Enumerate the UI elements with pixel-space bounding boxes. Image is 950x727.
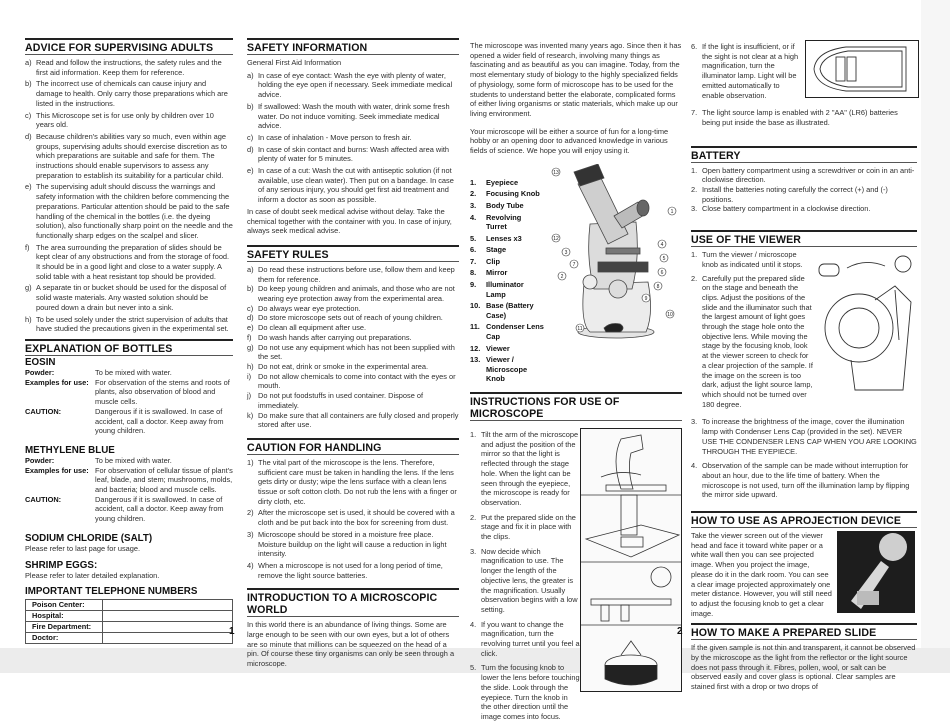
list-item [691, 417, 917, 456]
item-text: Do keep young children and animals, and those who are not wearing eye protection away from the experimental area. [258, 284, 455, 304]
item-marker: g) [247, 342, 254, 352]
list-item [691, 461, 917, 500]
section-heading: USE OF THE VIEWER [691, 230, 917, 247]
list-item [247, 372, 459, 391]
item-marker: 13. [470, 355, 481, 365]
detail-value: To be mixed with water. [95, 455, 172, 465]
detail-label: Powder: [25, 455, 55, 465]
item-marker: 6. [470, 245, 477, 255]
list-item [470, 513, 580, 542]
list-item [247, 561, 459, 580]
list-item [247, 145, 459, 164]
column-1 [25, 38, 233, 644]
list-item [691, 204, 917, 214]
item-text: Install the batteries noting carefully the correct (+) and (-) positions. [702, 185, 888, 204]
item-text: A separate tin or bucket should be used for the disposal of solid waste materials. Any wasted solution should be poured down a drain but never into a sink. [36, 283, 227, 312]
list-item [25, 132, 233, 181]
item-marker: 8. [470, 268, 477, 278]
item-text: Body Tube [486, 200, 524, 210]
detail-row [25, 378, 233, 407]
item-text: When a microscope is not used for a long period of time, remove the light source batteries. [258, 560, 443, 580]
detail-row [25, 407, 233, 436]
item-marker: 2. [470, 189, 477, 199]
instructions-list [470, 430, 580, 727]
callout-label: 2 [560, 273, 564, 280]
item-marker: a) [247, 264, 254, 274]
item-text: Do make sure that all containers are fully closed and properly stored after use. [258, 410, 459, 430]
detail-row [25, 368, 233, 378]
item-text: Do not use any equipment which has not been supplied with the set. [258, 342, 455, 362]
item-marker: b) [247, 284, 254, 294]
callout-label: 5 [662, 255, 666, 262]
intro-paragraph: The microscope was invented many years ago. Since then it has opened a wider field of research, involving many things as fascinating and as beautiful as you can imagine. Today, from the most elementary study of biology to the highly specialized fields of physiology, some form of microscope has to be used for the students to understand better the elaborate, complicated forms of either living organisms or static materials, which make up our living environment. [470, 41, 682, 118]
item-marker: 1. [470, 430, 477, 440]
detail-row [25, 456, 233, 466]
item-text: Viewer / Microscope Knob [486, 355, 528, 384]
list-item [247, 323, 459, 333]
item-text: Eyepiece [486, 177, 519, 187]
list-item [247, 265, 459, 284]
instructions-list-cont [691, 108, 917, 127]
item-marker: 3. [470, 200, 477, 210]
battery-icon [806, 41, 918, 97]
list-item [470, 620, 580, 659]
list-item [470, 663, 580, 721]
item-text: If swallowed: Wash the mouth with water, drink some fresh water. Do not induce vomiting. Seek immediate medical advice. [258, 101, 450, 131]
list-item [470, 547, 580, 615]
bottle-note: Please refer to last page for usage. [25, 543, 141, 553]
scan-right-margin [921, 0, 950, 648]
item-text: Turn the focusing knob to lower the lens before touching the slide. Look through the eyepiece. Turn the knob in the other direction until the image comes into focus. [481, 663, 580, 721]
list-item [691, 166, 917, 185]
detail-row [25, 466, 233, 495]
section-heading: ADVICE FOR SUPERVISING ADULTS [25, 38, 233, 55]
phone-field[interactable] [102, 622, 232, 633]
item-marker: 2. [691, 185, 698, 195]
item-text: In case of skin contact and burns: Wash affected area with plenty of water for 5 minutes. [258, 144, 450, 164]
parts-legend [470, 178, 544, 386]
item-marker: d) [247, 144, 254, 154]
callout-label: 6 [660, 269, 664, 276]
item-text: Viewer [486, 343, 510, 353]
list-item [247, 284, 459, 303]
item-marker: f) [25, 242, 30, 252]
table-row [26, 600, 233, 611]
item-marker: 5. [470, 663, 477, 673]
caution-list [247, 458, 459, 580]
item-text: Revolving Turret [486, 212, 522, 232]
item-marker: 3. [691, 417, 698, 427]
item-text: Base (Battery Case) [486, 301, 534, 320]
item-marker: b) [247, 101, 254, 111]
first-aid-list [247, 71, 459, 205]
item-marker: 3. [470, 546, 477, 556]
item-text: Stage [486, 245, 507, 255]
microscope-illustration [546, 164, 680, 342]
item-text: Observation of the sample can be made without interruption for about an hour, due to the life time of battery. When the microscope is not used, turn off the illumination lamp by flipping the mirror side upward. [702, 461, 910, 500]
item-text: In case of inhalation - Move person to fresh air. [258, 132, 412, 142]
page-number: 1 [229, 626, 235, 637]
viewer-list [691, 417, 917, 500]
table-row [26, 622, 233, 633]
item-text: Turn the viewer / microscope knob as indicated until it stops. [702, 250, 803, 269]
item-marker: 4) [247, 560, 254, 570]
item-text: This Microscope set is for use only by children over 10 years old. [36, 110, 214, 130]
slide-text: If the given sample is not thin and transparent, it cannot be observed by the microscope as the light from the reflector or the light source does not pass through it. Fibres, pollen, wool, or salt can be observed easily and cover glass is optional. Clear samples are stained first with a drop or two drops of [691, 643, 916, 692]
item-marker: 3) [247, 529, 254, 539]
item-text: The incorrect use of chemicals can cause injury and damage to health. Only carry those preparations which are listed in the instructions. [36, 79, 228, 108]
list-item [247, 102, 459, 131]
list-item [247, 133, 459, 143]
item-text: The vital part of the microscope is the lens. Therefore, sufficient care must be taken in handling the lens. If the lens gets dirty or dusty; wipe the lens surface with a clean lens tissue or soft cotton cloth. Do not rub the lens with a finger or dirty cloth, etc. [258, 457, 457, 506]
item-marker: e) [25, 182, 32, 192]
item-marker: j) [247, 391, 252, 401]
item-marker: d) [247, 313, 254, 323]
item-text: Do read these instructions before use, follow them and keep them for reference. [258, 264, 455, 284]
list-item [470, 344, 544, 354]
item-marker: 12. [470, 343, 481, 353]
list-item [247, 458, 459, 507]
list-item [247, 313, 459, 323]
list-item [247, 530, 459, 559]
list-item [247, 71, 459, 100]
callout-label: 1 [670, 208, 674, 215]
list-item [25, 58, 233, 77]
phone-field[interactable] [102, 633, 232, 644]
callout-label: 12 [553, 235, 559, 242]
item-marker: 9. [470, 280, 477, 290]
item-text: Do clean all equipment after use. [258, 323, 367, 333]
item-text: Tilt the arm of the microscope and adjust the position of the mirror so that the light is reflected through the stage hole. When the light can be seen through the eyepiece, the microscope is ready for observation. [481, 430, 579, 507]
item-text: Microscope should be stored in a moisture free place. Moisture buildup on the light will cause a reduction in light intensity. [258, 529, 447, 559]
list-item [691, 42, 799, 100]
column-2 [247, 38, 459, 669]
item-text: Focusing Knob [486, 189, 540, 199]
detail-label: Examples for use: [25, 465, 89, 475]
item-marker: 1) [247, 457, 254, 467]
intro-paragraph: Your microscope will be either a source of fun for a long-time hobby or an opening door to advanced knowledge in various fields of science. We hope you will enjoy using it. [470, 126, 669, 156]
item-marker: a) [25, 58, 32, 67]
list-item [25, 79, 233, 108]
table-row [26, 633, 233, 644]
item-marker: 4. [691, 461, 698, 471]
list-item [470, 201, 544, 211]
projection-photo [837, 531, 915, 613]
phone-label: Fire Department: [26, 622, 103, 633]
column-4 [691, 40, 917, 692]
item-text: Do store microscope sets out of reach of young children. [258, 313, 443, 323]
list-item [470, 268, 544, 278]
section-intro: General First Aid Information [247, 58, 342, 67]
phone-label: Doctor: [26, 633, 103, 644]
item-marker: h) [25, 314, 32, 324]
item-text: Condenser Lens Cap [486, 322, 544, 342]
bottle-name: SHRIMP EGGS: [25, 559, 98, 571]
list-item [247, 333, 459, 343]
section-heading: INTRODUCTION TO A MICROSCOPIC WORLD [247, 588, 459, 617]
microscope-diagram [470, 164, 682, 386]
list-item [25, 111, 233, 130]
detail-value: For observation of cellular tissue of plant's leaf, blade, and stem; mushrooms, molds, and bacteria; blood and muscle cells. [95, 465, 233, 495]
item-marker: k) [247, 410, 254, 420]
table-row [26, 611, 233, 622]
item-text: Do not put foodstuffs in used container. Dispose of immediately. [258, 391, 424, 410]
callout-label: 11 [577, 325, 583, 332]
item-marker: e) [247, 323, 254, 333]
list-item [470, 280, 544, 299]
methylene-details [25, 456, 233, 524]
page-number: 2 [677, 626, 683, 637]
list-item [470, 189, 544, 199]
detail-value: To be mixed with water. [95, 367, 172, 377]
column-3 [470, 41, 682, 727]
item-text: Do not eat, drink or smoke in the experimental area. [258, 361, 429, 371]
item-text: Lenses x3 [486, 233, 522, 243]
item-marker: g) [25, 283, 32, 293]
phone-label: Hospital: [26, 611, 103, 622]
list-item [691, 108, 917, 127]
item-text: If you want to change the magnification, turn the revolving turret until you feel a click. [481, 619, 580, 658]
item-marker: 10. [470, 301, 481, 311]
viewer-illustration [815, 250, 917, 400]
detail-label: CAUTION: [25, 406, 62, 416]
item-text: Now decide which magnification to use. The longer the length of the objective lens, the greater is the magnification. Usually observation begins with a low setting. [481, 546, 578, 614]
item-text: In case of a cut: Wash the cut with antiseptic solution (if not available, use clean water). Then put on a bandage. In case of any serious injury, you should get first aid treatment and inform a doctor as soon as possible. [258, 166, 454, 205]
item-marker: h) [247, 361, 254, 371]
phone-field[interactable] [102, 600, 232, 611]
item-text: Clip [486, 256, 500, 266]
item-marker: c) [247, 303, 254, 313]
phones-heading: IMPORTANT TELEPHONE NUMBERS [25, 586, 198, 598]
list-item [691, 250, 813, 269]
item-marker: 1. [470, 177, 477, 187]
detail-label: Powder: [25, 367, 55, 377]
item-text: The area surrounding the preparation of slides should be kept clear of any obstructions and from the storage of food. It should be in a good light and close to a water supply. A solid table with a heat resistant top should be provided. [36, 242, 230, 281]
item-marker: 2) [247, 508, 254, 518]
section-heading: HOW TO MAKE A PREPARED SLIDE [691, 623, 917, 640]
item-text: Because children's abilities vary so much, even within age groups, supervising adults should exercise discretion as to which preparations are suitable and safe for them. The instructions should enable supervisors to assess any preparation to establish its suitability for a particular child. [36, 131, 228, 180]
list-item [25, 243, 233, 282]
item-marker: 4. [470, 212, 477, 222]
item-text: Mirror [486, 268, 508, 278]
instruction-steps-drawing [581, 429, 681, 691]
item-text: The supervising adult should discuss the warnings and safety information with the children before commencing the preparations. Particular attention should be paid to the safe handling of the chemical in the bottles (i.e. the dyeing solution), also functionally sharp point on the needle and the functionally sharp edges on the scalpel and slicer. [36, 182, 233, 240]
item-marker: 7. [470, 256, 477, 266]
callout-label: 4 [660, 241, 664, 248]
phone-field[interactable] [102, 611, 232, 622]
list-item [470, 257, 544, 267]
projection-text: Take the viewer screen out of the viewer head and face it toward white paper or a white wall then you can see projected image. When you project the image, please do it in the dark room. You can see a clear image projected approximately one meter distance. However, you will still need to adjust the focusing knob to get a clear image. [691, 531, 832, 618]
instruction-illustrations [580, 428, 682, 692]
instructions-list-cont [691, 42, 799, 102]
safety-rules-list [247, 265, 459, 430]
bottle-name: METHYLENE BLUE [25, 444, 115, 456]
section-heading: SAFETY INFORMATION [247, 38, 459, 55]
phone-label: Poison Center: [26, 600, 103, 611]
list-item [25, 315, 233, 334]
callout-label: 3 [564, 249, 568, 256]
item-marker: 2. [691, 273, 698, 283]
list-item [247, 508, 459, 527]
bottle-name: SODIUM CHLORIDE (SALT) [25, 532, 153, 544]
list-item [470, 430, 580, 508]
section-outro: In case of doubt seek medical advise without delay. Take the chemical together with the container with you. In case of injury, always seek medical advise. [247, 206, 452, 236]
item-marker: 11. [470, 322, 480, 332]
callout-label: 8 [656, 283, 660, 290]
list-item [247, 304, 459, 314]
item-marker: 1. [691, 165, 698, 175]
item-text: After the microscope set is used, it should be covered with a cloth and be put back into the box for screening from dust. [258, 508, 455, 528]
battery-compartment-illustration [805, 40, 919, 98]
section-heading: BATTERY [691, 146, 917, 163]
callout-label: 9 [644, 295, 648, 302]
item-marker: a) [247, 70, 254, 80]
callout-label: 7 [572, 261, 576, 268]
item-text: Close battery compartment in a clockwise direction. [702, 204, 871, 214]
item-text: To increase the brightness of the image, cover the illumination lamp with Condenser Lens Cap (provided in the set). NEVER USE THE CONDENSER LENS CAP WHEN YOU ARE LOOKING THROUGH THE EYEPIECE. [702, 417, 917, 456]
item-text: The light source lamp is enabled with 2 "AA" (LR6) batteries being put inside the base as illustrated. [702, 108, 898, 127]
detail-value: For observation of the stems and roots of plants, also observation of blood and muscle cells. [95, 377, 230, 407]
list-item [470, 234, 544, 244]
detail-label: Examples for use: [25, 377, 89, 387]
detail-label: CAUTION: [25, 494, 62, 504]
bottle-note: Please refer to later detailed explanation. [25, 570, 160, 580]
list-item [247, 391, 459, 410]
item-marker: 1. [691, 250, 698, 260]
detail-value: Dangerous if it is swallowed. In case of accident, call a doctor. Keep away from young children. [95, 406, 224, 436]
item-text: To be used solely under the strict supervision of adults that have studied the precautions given in the experimental set. [36, 314, 229, 334]
list-item [470, 301, 544, 320]
eosin-details [25, 368, 233, 436]
item-marker: c) [247, 132, 254, 142]
item-marker: f) [247, 332, 252, 342]
item-marker: b) [25, 79, 32, 89]
item-text: Illuminator Lamp [486, 280, 524, 299]
section-heading: CAUTION FOR HANDLING [247, 438, 459, 455]
bottle-name: EOSIN [25, 356, 56, 368]
item-text: In case of eye contact: Wash the eye with plenty of water, holding the eye open if necessary. Seek immediate medical advice. [258, 70, 453, 100]
detail-value: Dangerous if it is swallowed. In case of accident, call a doctor. Keep away from young children. [95, 494, 224, 524]
item-marker: 2. [470, 512, 477, 522]
list-item [25, 182, 233, 240]
item-marker: 4. [470, 619, 477, 629]
item-text: Open battery compartment using a screwdriver or coin in an anti-clockwise direction. [702, 165, 915, 185]
list-item [470, 355, 544, 384]
item-marker: 7. [691, 108, 698, 118]
callout-label: 10 [667, 311, 673, 318]
list-item [470, 178, 544, 188]
list-item [247, 362, 459, 372]
item-text: Do not allow chemicals to come into contact with the eyes or mouth. [258, 371, 456, 391]
list-item [470, 213, 544, 232]
item-marker: 5. [470, 233, 477, 243]
item-marker: 6. [691, 42, 698, 51]
viewer-list [691, 250, 813, 413]
item-text: Do wash hands after carrying out preparations. [258, 332, 412, 342]
phone-table [25, 599, 233, 644]
item-marker: d) [25, 131, 32, 141]
section-heading: EXPLANATION OF BOTTLES [25, 339, 233, 356]
item-marker: i) [247, 371, 252, 381]
item-marker: e) [247, 166, 254, 176]
list-item [691, 274, 813, 410]
section-heading: SAFETY RULES [247, 245, 459, 262]
item-text: If the light is insufficient, or if the sight is not clear at a high magnification, turn the illuminator lamp. Light will be emitted automatically to enable observation. [702, 42, 799, 100]
item-marker: 3. [691, 204, 698, 214]
list-item [25, 283, 233, 312]
section-heading: HOW TO USE AS APROJECTION DEVICE [691, 511, 917, 528]
list-item [470, 322, 544, 341]
item-text: Put the prepared slide on the stage and fix it in place with the clips. [481, 512, 576, 542]
intro-text: In this world there is an abundance of living things. Some are large enough to be seen with our own eyes, but a lot of others are so minute that millions can be squeezed on the head of a pin. Of course these tiny organisms can only be seen through a microscope. [247, 620, 455, 669]
list-item [247, 411, 459, 430]
list-item [470, 245, 544, 255]
item-text: Carefully put the prepared slide on the stage and beneath the clips. Adjust the positions of the slide and the illuminator such that the largest amount of light goes through the stage hole onto the objective lens. While moving the stage by the focusing knob, look at the viewer screen to check for a clear projection of the sample. If the image on the screen is too dark, adjust the light source lamp, which should not be turned over 180 degree. [702, 273, 813, 409]
detail-row [25, 495, 233, 524]
battery-list [691, 166, 917, 215]
item-text: Read and follow the instructions, the safety rules and the first aid information. Keep them for reference. [36, 58, 222, 77]
callout-label: 13 [553, 169, 559, 176]
item-marker: c) [25, 110, 32, 120]
section-heading: INSTRUCTIONS FOR USE OF MICROSCOPE [470, 392, 682, 421]
advice-list [25, 58, 233, 334]
list-item [247, 166, 459, 205]
list-item [247, 343, 459, 362]
item-text: Do always wear eye protection. [258, 303, 361, 313]
list-item [691, 185, 917, 204]
